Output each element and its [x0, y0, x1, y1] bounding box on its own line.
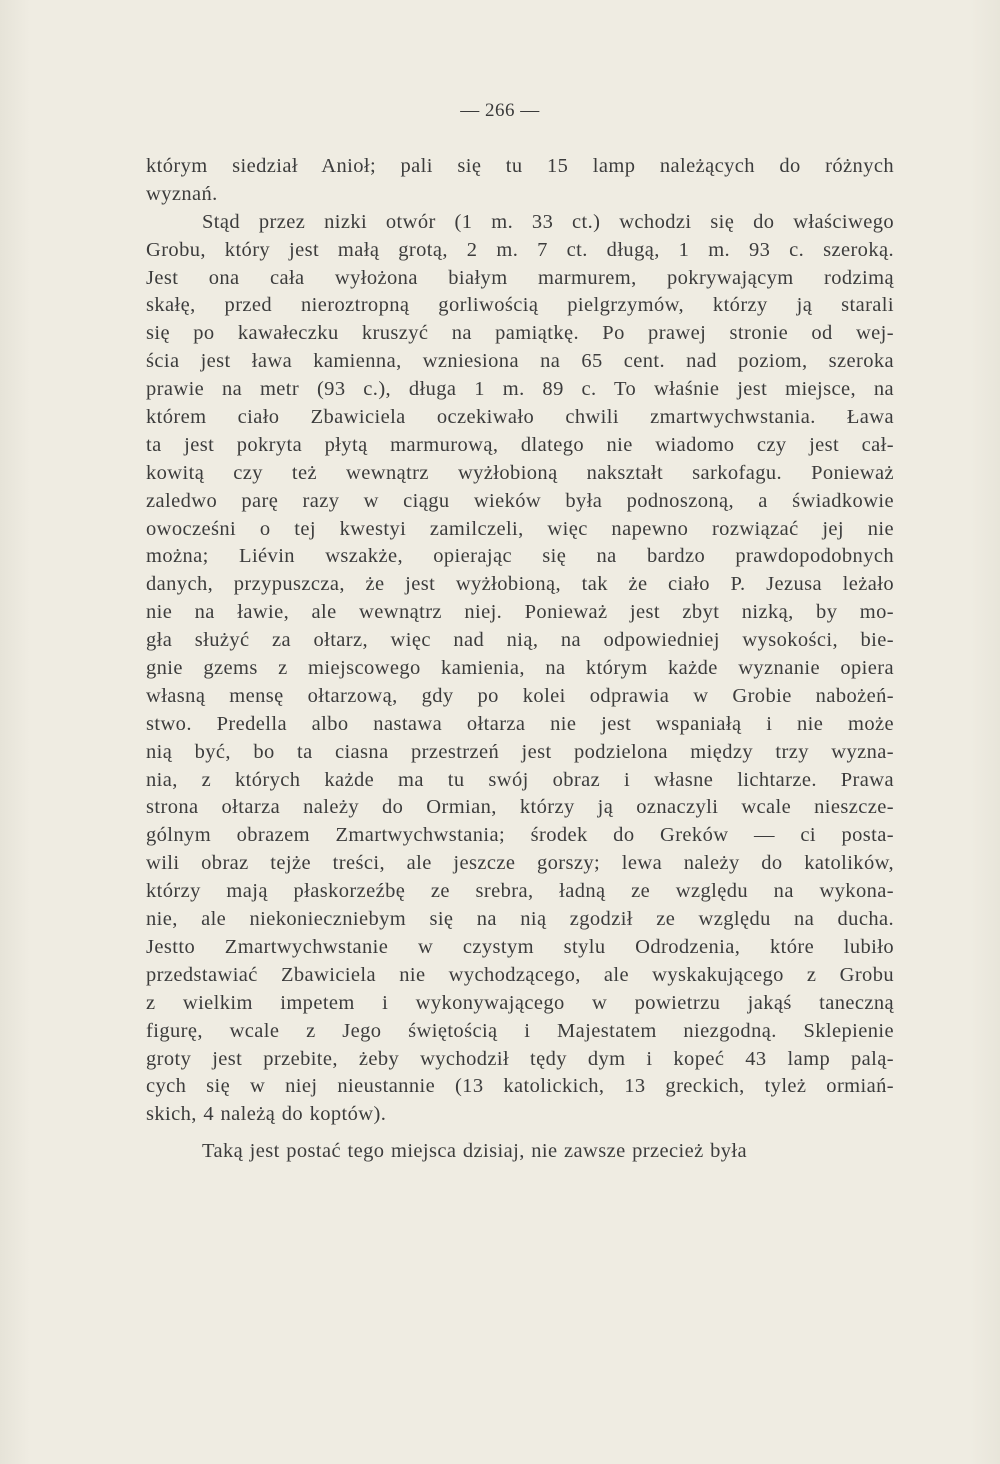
text-line: gnie gzems z miejscowego kamienia, na którym każde wyznanie opiera	[146, 657, 894, 680]
text-line: figurę, wcale z Jego świętością i Majestatem niezgodną. Sklepienie	[146, 1019, 894, 1042]
text-line: prawie na metr (93 c.), długa 1 m. 89 c. To właśnie jest miejsce, na	[146, 378, 894, 401]
body-text	[146, 153, 894, 1166]
text-line: Stąd przez nizki otwór (1 m. 33 ct.) wchodzi się do właściwego	[202, 210, 894, 233]
text-line: Jest ona cała wyłożona białym marmurem, pokrywającym rodzimą	[146, 266, 894, 289]
text-line: cych się w niej nieustannie (13 katolickich, 13 greckich, tyleż ormiań-	[146, 1075, 894, 1098]
text-line: Jestto Zmartwychwstanie w czystym stylu Odrodzenia, które lubiło	[146, 935, 894, 958]
text-line: strona ołtarza należy do Ormian, którzy ją oznaczyli wcale nieszcze-	[146, 796, 894, 819]
text-line: którem ciało Zbawiciela oczekiwało chwili zmartwychwstania. Ława	[146, 406, 894, 429]
text-line: z wielkim impetem i wykonywającego w powietrzu jakąś taneczną	[146, 991, 894, 1014]
text-line: stwo. Predella albo nastawa ołtarza nie jest wspaniałą i nie może	[146, 712, 894, 735]
page-number: — 266 —	[460, 100, 540, 121]
paragraph-gap	[146, 1129, 894, 1138]
text-line: nia, z których każde ma tu swój obraz i własne lichtarze. Prawa	[146, 768, 894, 791]
text-line: skich, 4 należą do koptów).	[146, 1103, 387, 1126]
text-line: groty jest przebite, żeby wychodził tędy dym i kopeć 43 lamp palą-	[146, 1047, 894, 1070]
text-line: gólnym obrazem Zmartwychwstania; środek do Greków — ci posta-	[146, 824, 894, 847]
text-line: można; Liévin wszakże, opierając się na bardzo prawdopodobnych	[146, 545, 894, 568]
text-line: nie na ławie, ale wewnątrz niej. Ponieważ jest zbyt nizką, by mo-	[146, 601, 894, 624]
text-line: zaledwo parę razy w ciągu wieków była podnoszoną, a świadkowie	[146, 489, 894, 512]
text-line: Taką jest postać tego miejsca dzisiaj, nie zawsze przecież była	[202, 1140, 748, 1163]
text-line: kowitą czy też wewnątrz wyżłobioną nakształt sarkofagu. Ponieważ	[146, 461, 894, 484]
text-line: skałę, przed nieroztropną gorliwością pielgrzymów, którzy ją starali	[146, 294, 894, 317]
text-line: przedstawiać Zbawiciela nie wychodzącego, ale wyskakującego z Grobu	[146, 963, 894, 986]
text-line: danych, przypuszcza, że jest wyżłobioną, tak że ciało P. Jezusa leżało	[146, 573, 894, 596]
text-line: wili obraz tejże treści, ale jeszcze gorszy; lewa należy do katolików,	[146, 852, 894, 875]
text-line: gła służyć za ołtarz, więc nad nią, na odpowiedniej wysokości, bie-	[146, 629, 894, 652]
text-line: ta jest pokryta płytą marmurową, dlatego nie wiadomo czy jest cał-	[146, 433, 894, 456]
text-line: własną mensę ołtarzową, gdy po kolei odprawia w Grobie nabożeń-	[146, 684, 894, 707]
text-line: którzy mają płaskorzeźbę ze srebra, ładną ze względu na wykona-	[146, 880, 894, 903]
text-line: którym siedział Anioł; pali się tu 15 lamp należących do różnych	[146, 155, 894, 177]
text-line: wyznań.	[146, 182, 218, 205]
text-line: Grobu, który jest małą grotą, 2 m. 7 ct. długą, 1 m. 93 c. szeroką.	[146, 238, 894, 261]
text-line: ścia jest ława kamienna, wzniesiona na 65 cent. nad poziom, szeroka	[146, 350, 894, 373]
text-line: nią być, bo ta ciasna przestrzeń jest podzielona między trzy wyzna-	[146, 740, 894, 763]
text-line: owocześni o tej kwestyi zamilczeli, więc napewno rozwiązać jej nie	[146, 517, 894, 540]
text-line: nie, ale niekonieczniebym się na nią zgodził ze względu na ducha.	[146, 908, 894, 931]
text-line: się po kawałeczku kruszyć na pamiątkę. Po prawej stronie od wej-	[146, 322, 894, 345]
